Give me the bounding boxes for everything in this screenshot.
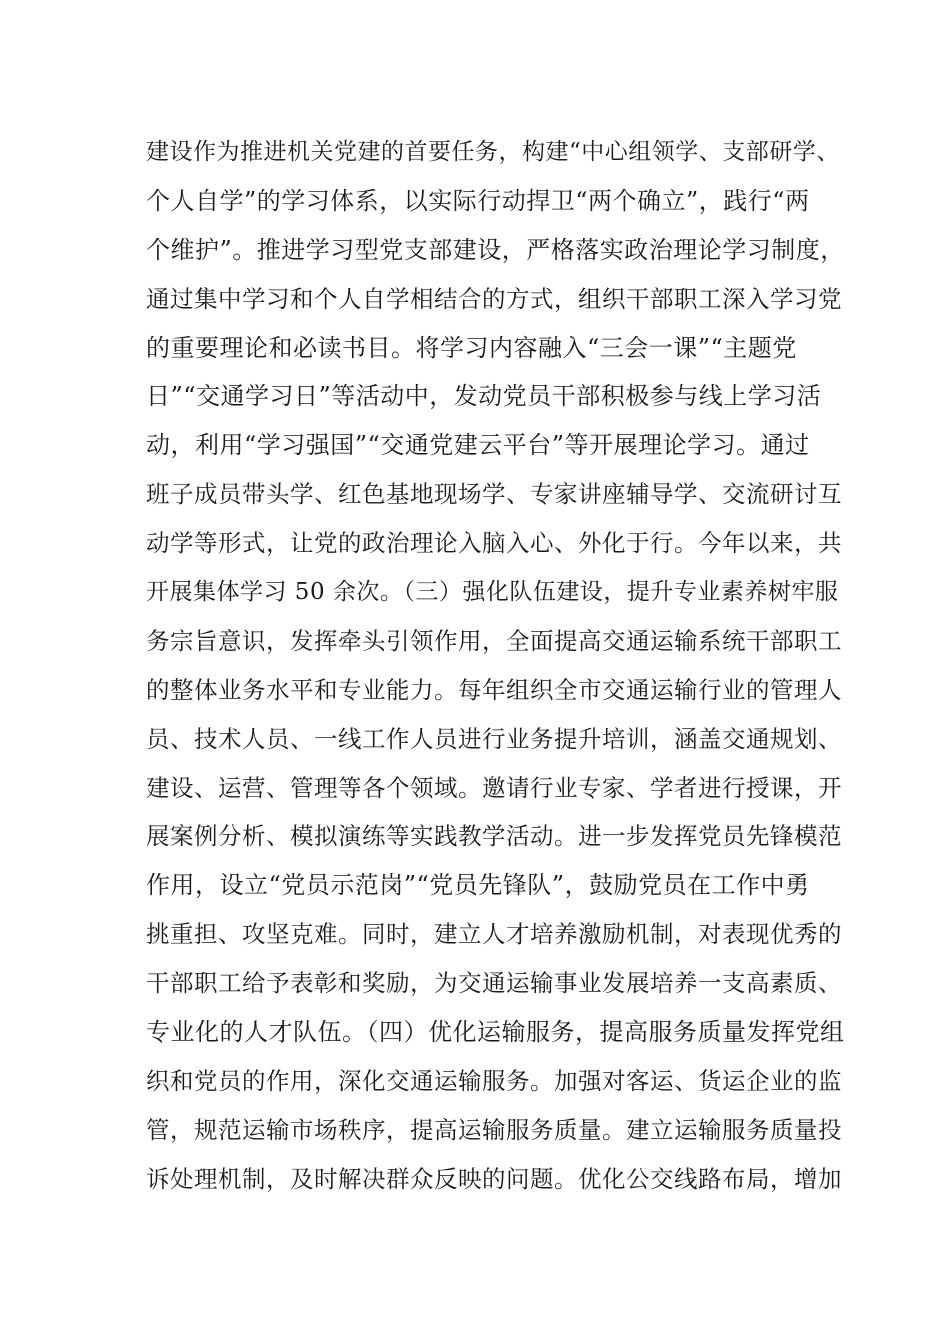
text-line: 挑重担、攻坚克难。同时，建立人才培养激励机制，对表现优秀的 (146, 920, 842, 949)
text-line: 诉处理机制，及时解决群众反映的问题。优化公交线路布局，增加 (146, 1164, 842, 1193)
text-line: 建设、运营、管理等各个领域。邀请行业专家、学者进行授课，开 (146, 773, 842, 802)
text-line: 的整体业务水平和专业能力。每年组织全市交通运输行业的管理人 (146, 675, 842, 704)
text-line: 员、技术人员、一线工作人员进行业务提升培训，涵盖交通规划、 (146, 724, 842, 753)
text-line: 班子成员带头学、红色基地现场学、专家讲座辅导学、交流研讨互 (146, 480, 842, 509)
text-line: 个人自学”的学习体系，以实际行动捍卫“两个确立”，践行“两 (146, 186, 810, 215)
text-line: 管，规范运输市场秩序，提高运输服务质量。建立运输服务质量投 (146, 1115, 842, 1144)
text-line: 展案例分析、模拟演练等实践教学活动。进一步发挥党员先锋模范 (146, 822, 842, 851)
body-text (146, 128, 846, 1204)
text-line: 动学等形式，让党的政治理论入脑入心、外化于行。今年以来，共 (146, 529, 842, 558)
text-line: 开展集体学习 50 余次。（三）强化队伍建设，提升专业素养树牢服 (146, 579, 839, 606)
text-line: 专业化的人才队伍。（四）优化运输服务，提高服务质量发挥党组 (146, 1018, 845, 1047)
text-line: 日”“交通学习日”等活动中，发动党员干部积极参与线上学习活 (146, 382, 822, 411)
text-line: 作用，设立“党员示范岗”“党员先锋队”，鼓励党员在工作中勇 (146, 871, 810, 900)
text-line: 动，利用“学习强国”“交通党建云平台”等开展理论学习。通过 (146, 431, 810, 460)
text-line: 的重要理论和必读书目。将学习内容融入“三会一课”“主题党 (146, 333, 797, 362)
text-line: 建设作为推进机关党建的首要任务，构建“中心组领学、支部研学、 (146, 139, 840, 165)
text-line: 通过集中学习和个人自学相结合的方式，组织干部职工深入学习党 (146, 284, 842, 313)
text-line: 个维护”。推进学习型党支部建设，严格落实政治理论学习制度， (146, 235, 845, 264)
text-line: 干部职工给予表彰和奖励，为交通运输事业发展培养一支高素质、 (146, 969, 842, 998)
text-line: 务宗旨意识，发挥牵头引领作用，全面提高交通运输系统干部职工 (146, 626, 842, 655)
text-line: 织和党员的作用，深化交通运输服务。加强对客运、货运企业的监 (146, 1066, 842, 1095)
